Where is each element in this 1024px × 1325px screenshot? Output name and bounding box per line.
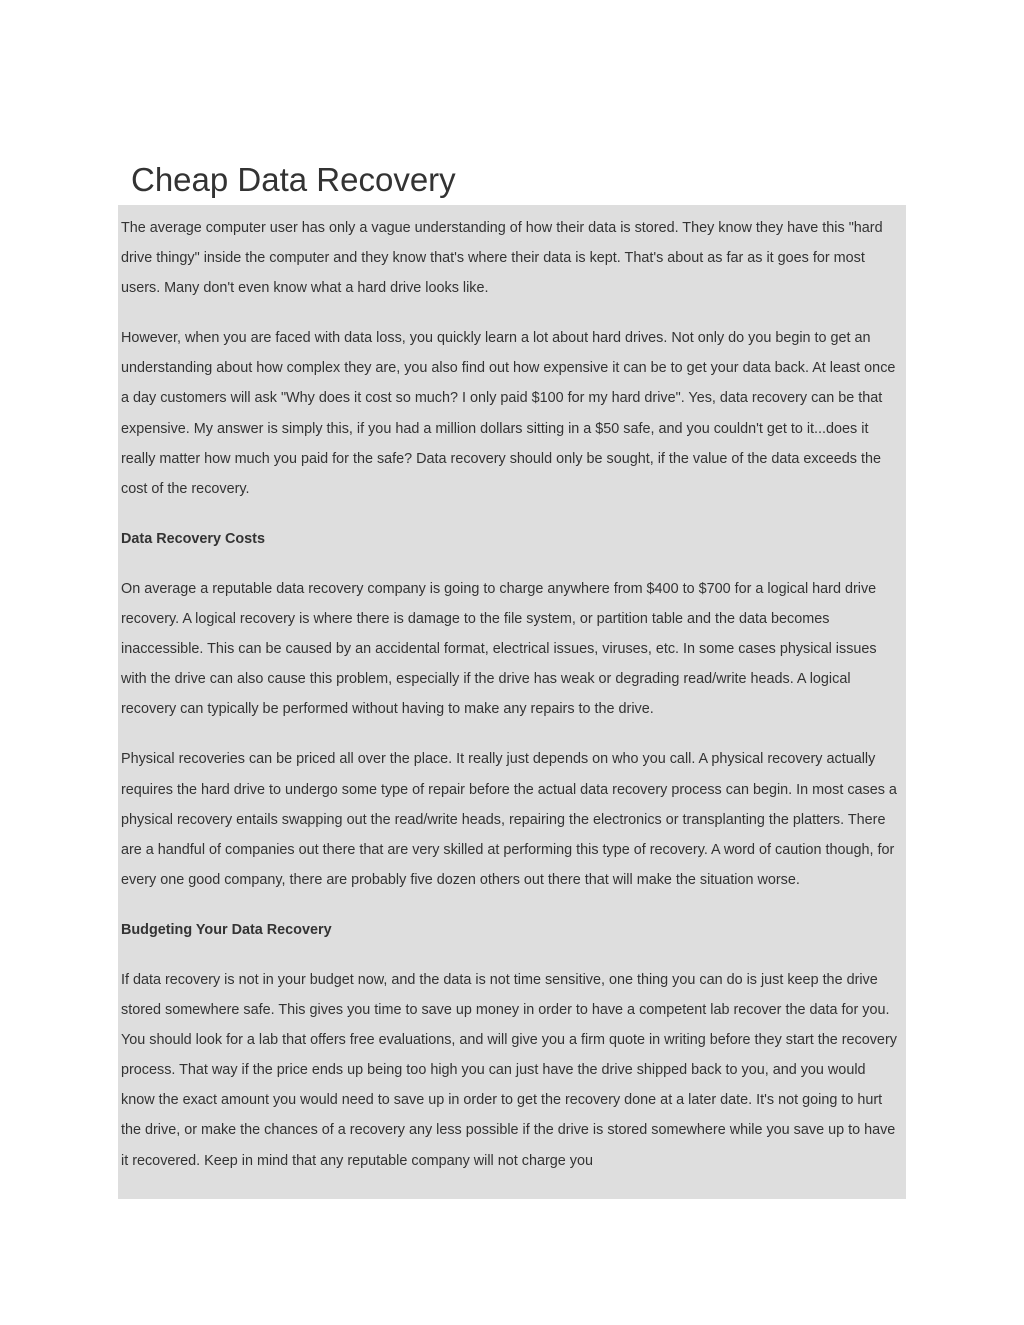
section-heading-costs: Data Recovery Costs	[121, 530, 265, 547]
article-body	[118, 205, 906, 1199]
paragraph-intro: The average computer user has only a vague understanding of how their data is stored. They know they have this "hard drive thingy" inside the computer and they know that's where their data is kept. That's about as far as it goes for most users. Many don't even know what a hard drive looks like.	[121, 220, 883, 297]
section-heading-budgeting: Budgeting Your Data Recovery	[121, 921, 332, 938]
article-body-inner	[118, 205, 906, 1176]
page-title: Cheap Data Recovery	[131, 161, 456, 198]
paragraph-budgeting: If data recovery is not in your budget now, and the data is not time sensitive, one thing you can do is just keep the drive stored somewhere safe. This gives you time to save up money in order to have a competent lab recover the data for you. You should look for a lab that offers free evaluations, and will give you a firm quote in writing before they start the recovery process. That way if the price ends up being too high you can just have the drive shipped back to you, and you would know the exact amount you would need to save up in order to get the recovery done at a later date. It's not going to hurt the drive, or make the chances of a recovery any less possible if the drive is stored somewhere while you save up to have it recovered. Keep in mind that any reputable company will not charge you	[121, 971, 897, 1169]
paragraph-physical-recovery: Physical recoveries can be priced all over the place. It really just depends on who you call. A physical recovery actually requires the hard drive to undergo some type of repair before the actual data recovery process can begin. In most cases a physical recovery entails swapping out the read/write heads, repairing the electronics or transplanting the platters. There are a handful of companies out there that are very skilled at performing this type of recovery. A word of caution though, for every one good company, there are probably five dozen others out there that will make the situation worse.	[121, 751, 897, 888]
paragraph-logical-recovery: On average a reputable data recovery company is going to charge anywhere from $400 to $700 for a logical hard drive recovery. A logical recovery is where there is damage to the file system, or partition table and the data becomes inaccessible. This can be caused by an accidental format, electrical issues, viruses, etc. In some cases physical issues with the drive can also cause this problem, especially if the drive has weak or degrading read/write heads. A logical recovery can typically be performed without having to make any repairs to the drive.	[121, 580, 877, 718]
paragraph-data-loss: However, when you are faced with data loss, you quickly learn a lot about hard drives. Not only do you begin to get an understanding about how complex they are, you also find out how expensive it can be to get your data back. At least once a day customers will ask "Why does it cost so much? I only paid $100 for my hard drive". Yes, data recovery can be that expensive. My answer is simply this, if you had a million dollars sitting in a $50 safe, and you couldn't get to it...does it really matter how much you paid for the safe? Data recovery should only be sought, if the value of the data exceeds the cost of the recovery.	[121, 330, 896, 497]
